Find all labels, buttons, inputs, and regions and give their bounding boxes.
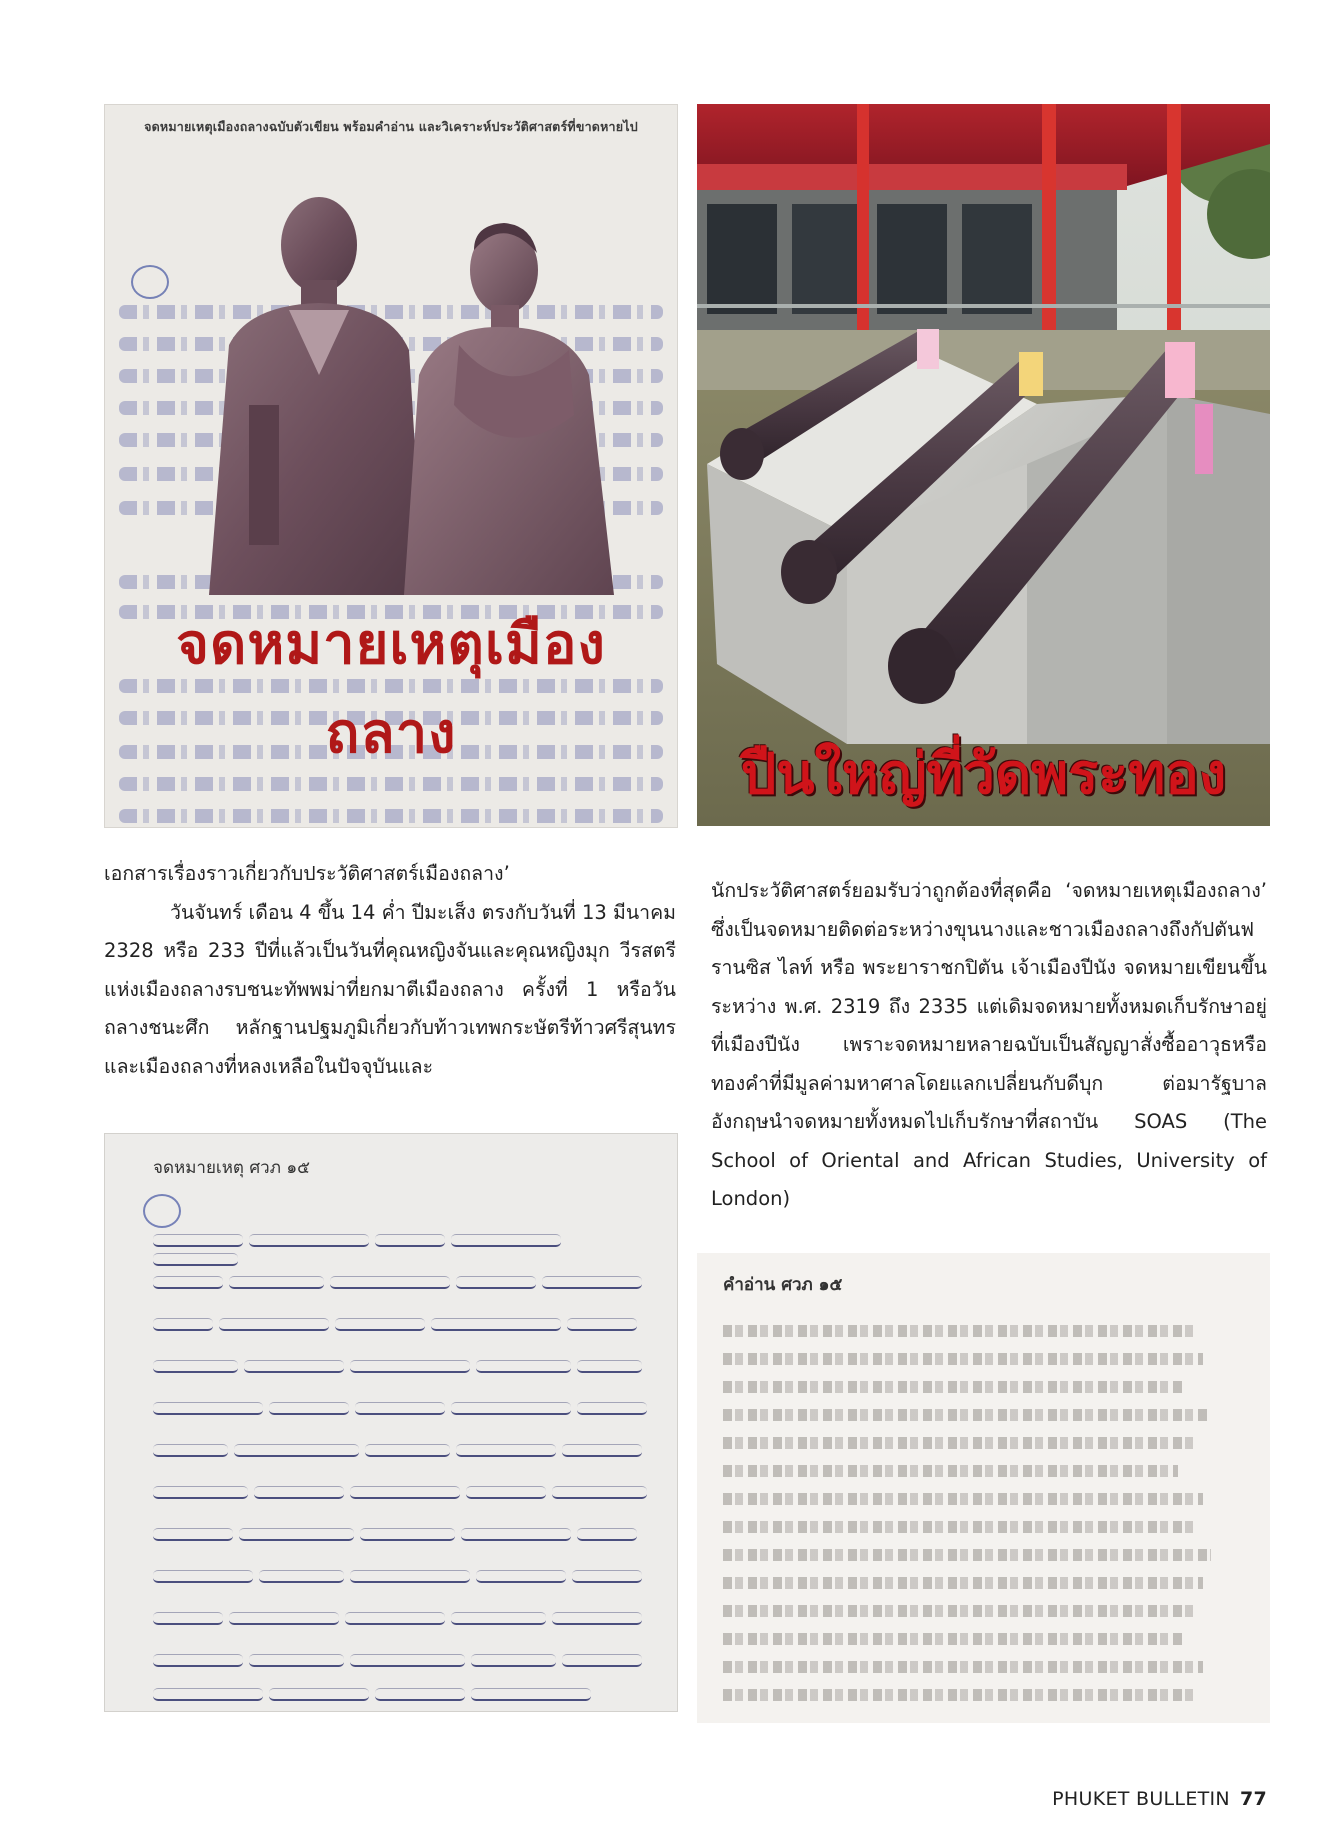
seal-stamp-icon [131,265,169,299]
cover-header-text: จดหมายเหตุเมืองถลางฉบับตัวเขียน พร้อมคำอ่าน และวิเคราะห์ประวัติศาสตร์ที่ขาดหายไป [144,119,638,134]
page-footer [1052,1788,1267,1810]
article-text-right [711,872,1267,1219]
cannons-photo-illustration [697,104,1270,826]
article-text-left-line1: เอกสารเรื่องราวเกี่ยวกับประวัติศาสตร์เมืองถลาง’ [104,862,510,885]
statue-illustration [169,175,649,595]
transcription-scan-image [697,1253,1270,1723]
cannons-photo [697,104,1270,826]
article-text-right-paragraph: นักประวัติศาสตร์ยอมรับว่าถูกต้องที่สุดคือ ‘จดหมายเหตุเมืองถลาง’ ซึ่งเป็นจดหมายติดต่อระหว่างขุนนางและชาวเมืองถลางถึงกัปตันฟรานซิส ไลท์ หรือ พระยาราชกปิตัน เจ้าเมืองปีนัง จดหมายเขียนขึ้นระหว่าง พ.ศ. 2319 ถึง 2335 แต่เดิมจดหมายทั้งหมดเก็บรักษาอยู่ที่เมืองปีนัง เพราะจดหมายหลายฉบับเป็นสัญญาสั่งซื้ออาวุธหรือทองคำที่มีมูลค่ามหาศาลโดยแลกเปลี่ยนกับดีบุก ต่อมารัฐบาลอังกฤษนำจดหมายทั้งหมดไปเก็บรักษาที่สถาบัน SOAS (The School of Oriental and African Studies, University of London) [711,879,1267,1210]
manuscript-seal-icon [143,1194,181,1228]
manuscript-header: จดหมายเหตุ ศวภ ๑๕ [153,1158,310,1178]
photo-caption: ปืนใหญ่ที่วัดพระทอง [740,742,1227,807]
article-text-left-paragraph: วันจันทร์ เดือน 4 ขึ้น 14 ค่ำ ปีมะเส็ง ตรงกับวันที่ 13 มีนาคม 2328 หรือ 233 ปีที่แล้วเป็นวันที่คุณหญิงจันและคุณหญิงมุก วีรสตรีแห่งเมืองถลางรบชนะทัพพม่าที่ยกมาตีเมืองถลาง ครั้งที่ 1 หรือวันถลางชนะศึก หลักฐานปฐมภูมิเกี่ยวกับท้าวเทพกระษัตรีท้าวศรีสุนทรและเมืองถลางที่หลงเหลือในปัจจุบันและ [104,900,677,1078]
publication-name: PHUKET BULLETIN [1052,1788,1230,1810]
book-cover-image [104,104,678,828]
article-text-left [104,855,676,1086]
page-number: 77 [1239,1788,1267,1810]
transcription-header: คำอ่าน ศวภ ๑๕ [723,1275,843,1295]
cover-title: จดหมายเหตุเมืองถลาง [176,612,606,766]
manuscript-scan-image [104,1133,678,1712]
